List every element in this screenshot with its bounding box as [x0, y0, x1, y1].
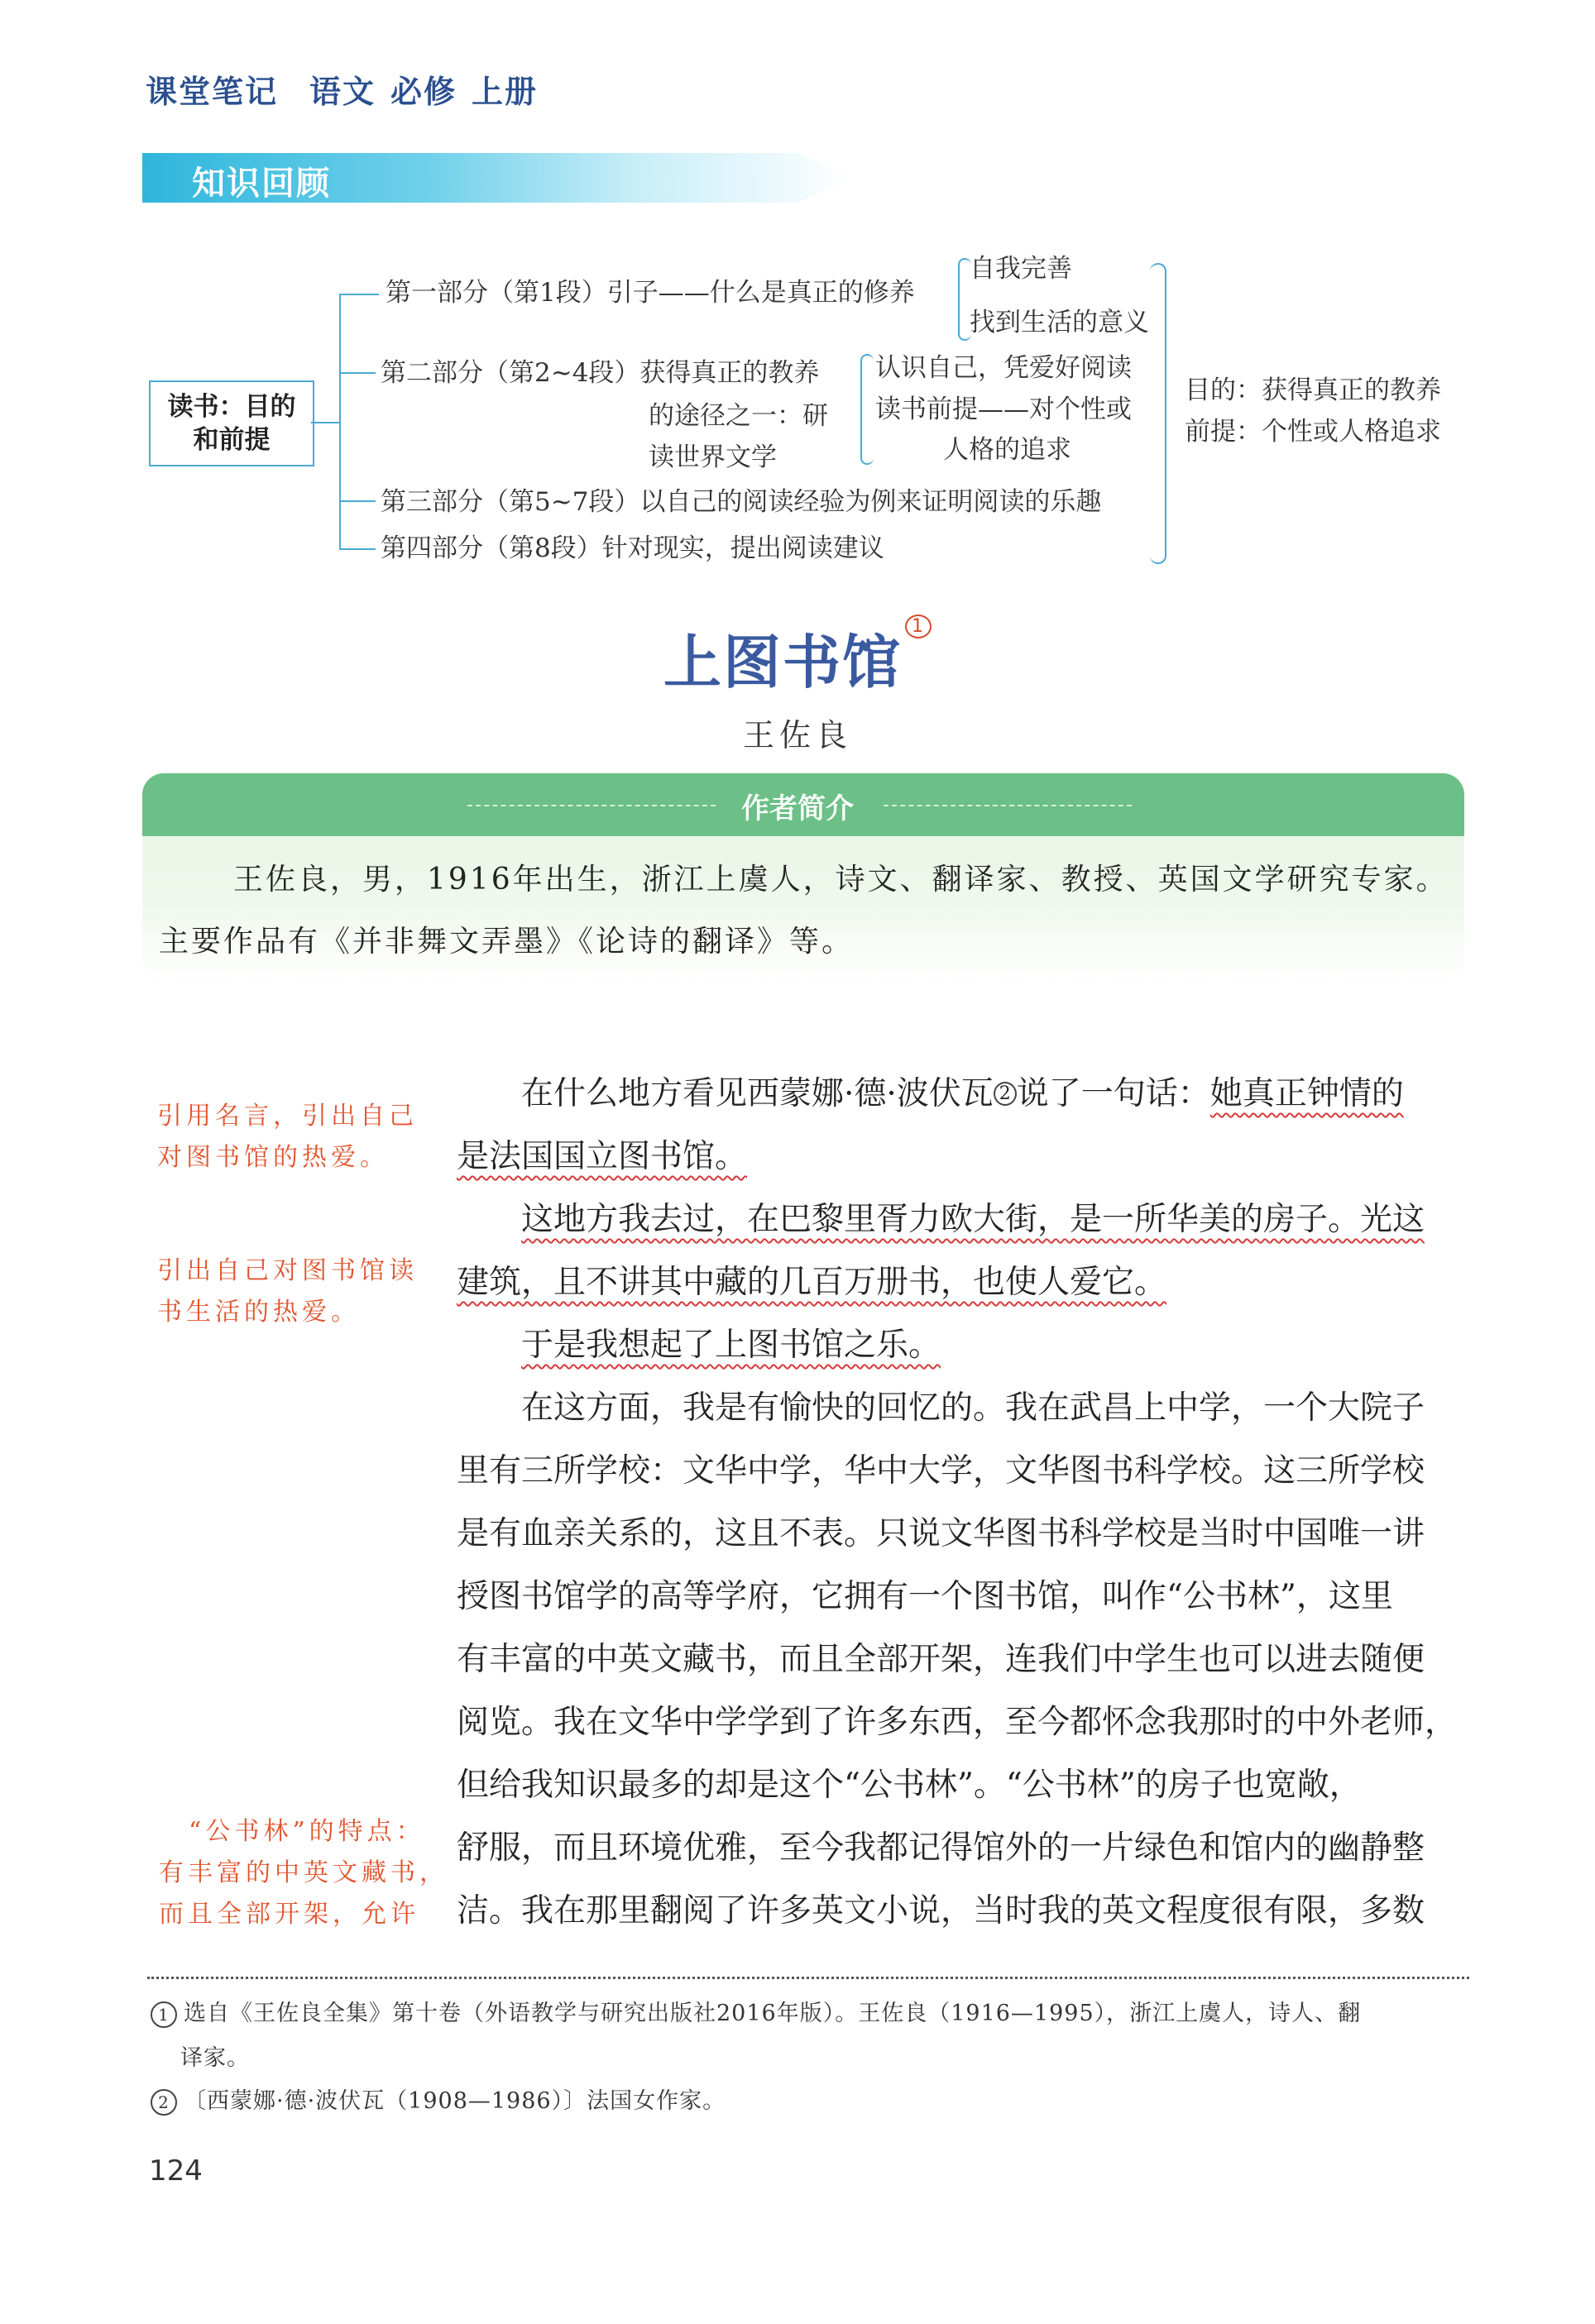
mindmap-root: [149, 380, 314, 466]
margin-note-1: [157, 1096, 418, 1179]
body-paragraph-4-line4: 授图书馆学的高等学府，它拥有一个图书馆，叫作“公书林”，这里: [457, 1578, 1393, 1615]
mindmap-connector: [311, 422, 339, 423]
title-footnote-marker[interactable]: 1: [905, 614, 932, 638]
mindmap-summary-2: 前提：个性或人格追求: [1185, 417, 1441, 447]
body-paragraph-4-line1: 在这方面，我是有愉快的回忆的。我在武昌上中学，一个大院子: [521, 1389, 1425, 1427]
body-paragraph-2-line1: [457, 1188, 1530, 1251]
header-volume: 必修: [390, 74, 457, 110]
body-paragraph-4-line7: 但给我知识最多的却是这个“公书林”。“公书林”的房子也宽敞，: [457, 1767, 1362, 1804]
body-paragraph-4-line9: 洁。我在那里翻阅了许多英文小说，当时我的英文程度很有限，多数: [457, 1892, 1425, 1929]
header-book: 课堂笔记: [146, 74, 279, 110]
margin-note-2-line2: 书生活的热爱。: [157, 1298, 360, 1327]
footnote-1-text: 选自《王佐良全集》第十卷（外语教学与研究出版社2016年版）。王佐良（1916—1995），浙江上虞人，诗人、翻: [184, 2001, 1362, 2026]
footnote-2-number: 2: [151, 2089, 177, 2116]
footnote-divider: [147, 1977, 1469, 1979]
header-volume-part: 上册: [472, 74, 539, 110]
mindmap-root-line2: 和前提: [193, 425, 271, 455]
highlighted-text: 是法国国立图书馆。: [457, 1138, 748, 1175]
mindmap-part2-line3: 读世界文学: [649, 442, 777, 472]
mindmap-part1-sub2: 找到生活的意义: [970, 308, 1149, 337]
running-header: [146, 66, 569, 112]
highlighted-text: 她真正钟情的: [1209, 1075, 1404, 1112]
highlighted-text: 建筑，且不讲其中藏的几百万册书，也使人爱它。: [457, 1264, 1167, 1301]
margin-note-3: [159, 1811, 448, 1935]
mindmap-summary-1: 目的：获得真正的教养: [1185, 375, 1441, 405]
margin-note-2-line1: 引出自己对图书馆读: [157, 1256, 418, 1285]
margin-note-1-line2: 对图书馆的热爱。: [157, 1143, 389, 1172]
body-paragraph-4-line5: 有丰富的中英文藏书，而且全部开架，连我们中学生也可以进去随便: [457, 1641, 1425, 1678]
mindmap-branch-2: [339, 372, 376, 374]
mindmap-branch-1: [339, 294, 379, 295]
mindmap-part4: 第四部分（第8段）针对现实，提出阅读建议: [381, 533, 884, 563]
body-paragraph-1-line1: [457, 1063, 1530, 1126]
margin-note-1-line1: 引用名言，引出自己: [157, 1102, 418, 1131]
body-paragraph-3: [457, 1314, 1530, 1377]
author-intro-line2: 主要作品有《并非舞文弄墨》《论诗的翻译》等。: [159, 925, 855, 959]
margin-note-3-line1: “公书林”的特点：: [189, 1817, 425, 1846]
mindmap-part2-sub3: 人格的追求: [943, 435, 1071, 465]
footnote-1-number: 1: [151, 2001, 177, 2028]
footnote-marker-2[interactable]: 2: [994, 1082, 1017, 1106]
body-text: 说了一句话：: [1016, 1075, 1210, 1112]
mindmap-part2-line1: 第二部分（第2~4段）获得真正的教养: [381, 358, 820, 388]
author-intro-line1: 王佐良，男，1916年出生，浙江上虞人，诗文、翻译家、教授、英国文学研究专家。: [233, 863, 1449, 897]
mindmap-part2-sub1: 认识自己，凭爱好阅读: [875, 353, 1132, 383]
margin-note-3-line2: 有丰富的中英文藏书，: [159, 1858, 448, 1887]
article-author: 王佐良: [742, 717, 852, 753]
header-subject: 语文: [309, 74, 376, 110]
article-title-text: 上图书馆: [663, 629, 902, 696]
mindmap-part2-sub2: 读书前提——对个性或: [875, 395, 1132, 424]
article-title: [0, 616, 1595, 700]
mindmap-part1-sub1: 自我完善: [970, 254, 1072, 284]
body-paragraph-4-line8: 舒服，而且环境优雅，至今我都记得馆外的一片绿色和馆内的幽静整: [457, 1829, 1425, 1867]
footnote-2: [151, 2083, 726, 2116]
mindmap-root-line1: 读书：目的: [167, 391, 296, 422]
author-intro-heading: 作者简介: [741, 792, 854, 825]
footnote-1: [151, 1995, 1361, 2028]
highlighted-text: 于是我想起了上图书馆之乐。: [521, 1327, 941, 1364]
body-paragraph-1-line2: [457, 1126, 1466, 1188]
mindmap-brace-2: [860, 354, 874, 465]
margin-note-2: [157, 1250, 418, 1333]
mindmap-branch-4: [339, 548, 376, 550]
body-paragraph-4-line2: 里有三所学校：文华中学，华中大学，文华图书科学校。这三所学校: [457, 1452, 1425, 1490]
page-number: 124: [149, 2154, 203, 2188]
footnote-1-cont: 译家。: [180, 2045, 250, 2071]
mindmap-branch-3: [339, 500, 376, 502]
margin-note-3-line3: 而且全部开架，允许: [159, 1900, 419, 1929]
body-paragraph-2-line2: [457, 1251, 1466, 1314]
mindmap-part3: 第三部分（第5~7段）以自己的阅读经验为例来证明阅读的乐趣: [381, 487, 1102, 517]
mindmap-part1: 第一部分（第1段）引子——什么是真正的修养: [386, 278, 915, 308]
mindmap-trunk: [339, 294, 341, 550]
body-text: 在什么地方看见西蒙娜·德·波伏瓦: [521, 1075, 994, 1112]
section-banner-label: 知识回顾: [192, 165, 331, 203]
highlighted-text: 这地方我去过，在巴黎里胥力欧大街，是一所华美的房子。光这: [521, 1201, 1425, 1238]
mindmap-brace-right: [1150, 263, 1166, 564]
body-paragraph-4-line6: 阅览。我在文华中学学到了许多东西，至今都怀念我那时的中外老师，: [457, 1704, 1458, 1741]
body-paragraph-4-line3: 是有血亲关系的，这且不表。只说文华图书科学校是当时中国唯一讲: [457, 1515, 1425, 1552]
mindmap-part2-line2: 的途径之一：研: [649, 401, 828, 431]
footnote-2-text: 〔西蒙娜·德·波伏瓦（1908—1986）〕法国女作家。: [184, 2088, 726, 2114]
